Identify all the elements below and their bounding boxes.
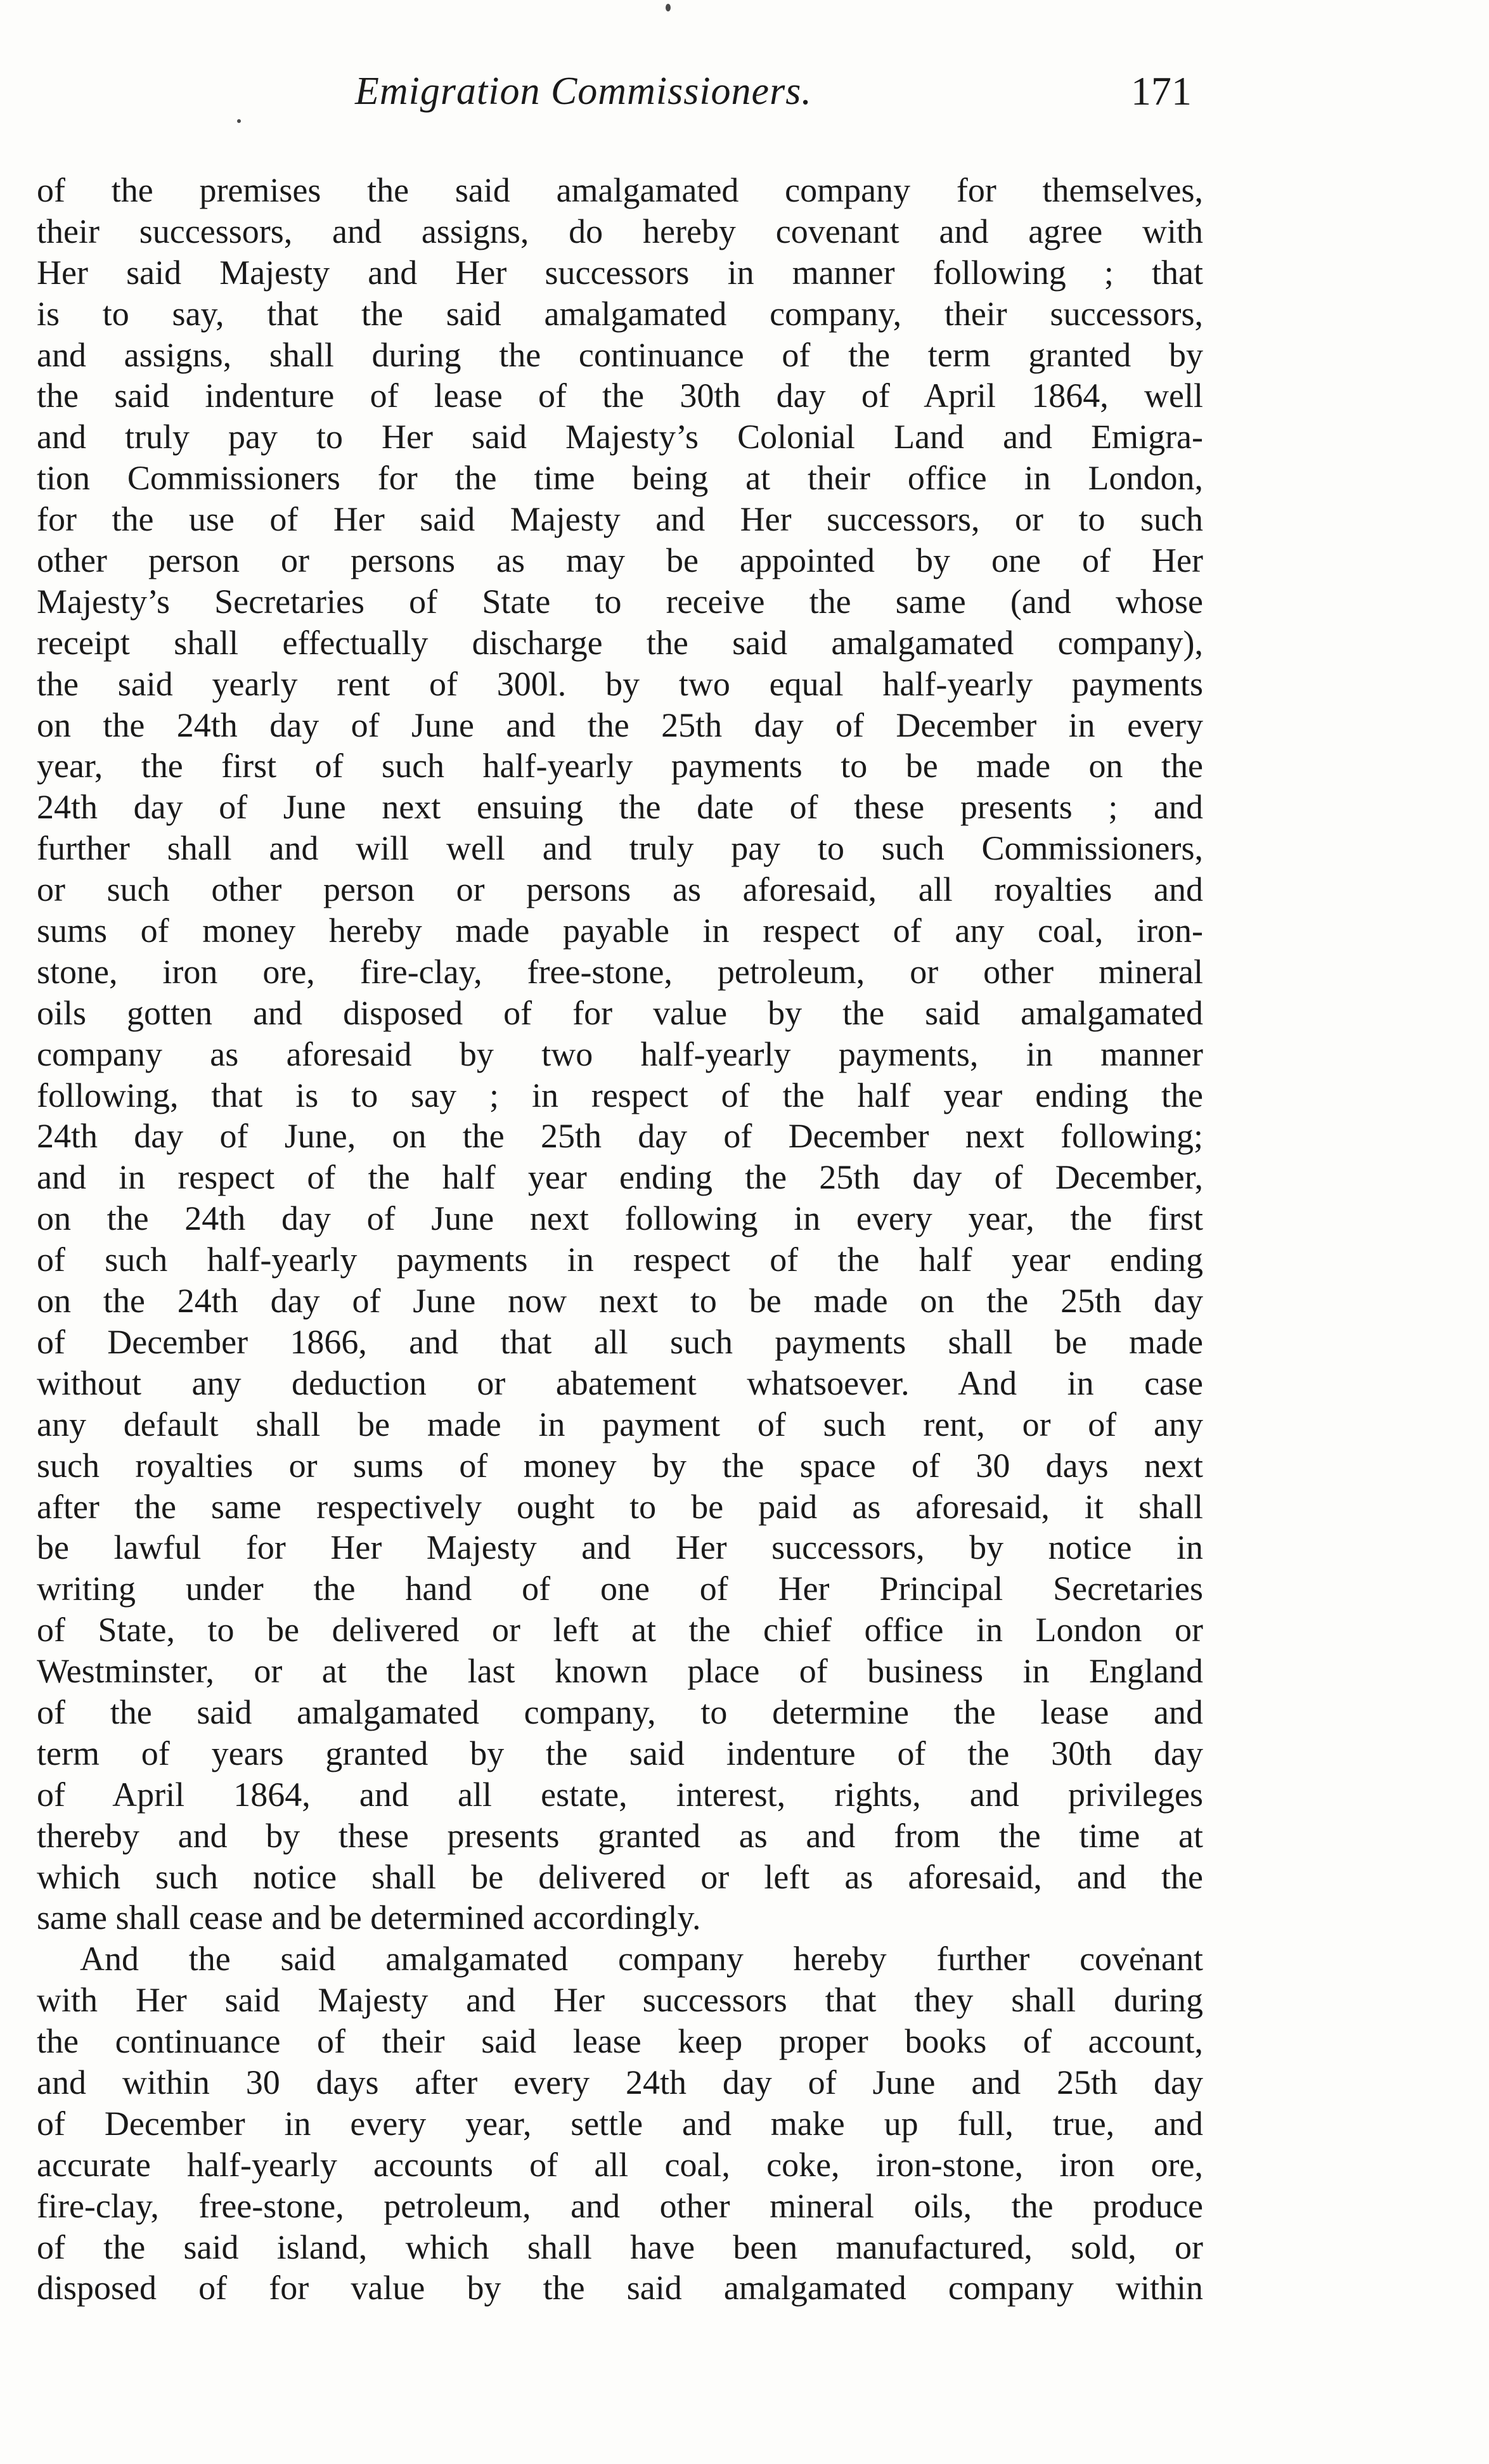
text-line: same shall cease and be determined accordingly. <box>37 1899 701 1937</box>
text-line: of December 1866, and that all such payments shall be made <box>37 1322 1203 1361</box>
paragraph <box>37 1938 1203 2309</box>
text-line: or such other person or persons as aforesaid, all royalties and <box>37 870 1203 909</box>
ink-speck <box>666 4 671 11</box>
text-line: the continuance of their said lease keep proper books of account, <box>37 2022 1203 2061</box>
text-line: oils gotten and disposed of for value by the said amalgamated <box>37 993 1203 1032</box>
text-line: of the said island, which shall have been manufactured, sold, or <box>37 2228 1203 2266</box>
text-line: other person or persons as may be appointed by one of Her <box>37 541 1203 580</box>
text-line: sums of money hereby made payable in respect of any coal, iron- <box>37 912 1203 950</box>
text-line: fire-clay, free-stone, petroleum, and other mineral oils, the produce <box>37 2186 1203 2225</box>
text-line: disposed of for value by the said amalgamated company within <box>37 2269 1203 2307</box>
text-line: of December in every year, settle and make up full, true, and <box>37 2104 1203 2143</box>
text-line: and truly pay to Her said Majesty’s Colonial Land and Emigra- <box>37 418 1203 456</box>
text-line: and in respect of the half year ending the 25th day of December, <box>37 1158 1203 1197</box>
text-line: thereby and by these presents granted as and from the time at <box>37 1816 1203 1855</box>
text-line: receipt shall effectually discharge the said amalgamated company), <box>37 623 1203 662</box>
text-line: on the 24th day of June and the 25th day of December in every <box>37 706 1203 744</box>
text-line: after the same respectively ought to be paid as aforesaid, it shall <box>37 1487 1203 1526</box>
text-line: Majesty’s Secretaries of State to receive the same (and whose <box>37 582 1203 621</box>
text-line: be lawful for Her Majesty and Her successors, by notice in <box>37 1528 1203 1567</box>
running-title: Emigration Commissioners. <box>355 70 812 113</box>
text-line: which such notice shall be delivered or left as aforesaid, and the <box>37 1857 1203 1896</box>
text-line: year, the first of such half-yearly payments to be made on the <box>37 747 1203 785</box>
text-line: of the said amalgamated company, to determine the lease and <box>37 1693 1203 1731</box>
text-line: their successors, and assigns, do hereby covenant and agree with <box>37 212 1203 250</box>
text-line: and assigns, shall during the continuance of the term granted by <box>37 335 1203 374</box>
text-line: And the said amalgamated company hereby further covenant <box>80 1940 1203 1978</box>
running-head <box>355 66 1192 123</box>
text-line: stone, iron ore, fire-clay, free-stone, petroleum, or other mineral <box>37 952 1203 991</box>
text-line: and within 30 days after every 24th day of June and 25th day <box>37 2063 1203 2101</box>
text-line: on the 24th day of June next following in every year, the first <box>37 1199 1203 1238</box>
text-line: further shall and will well and truly pay to such Commissioners, <box>37 829 1203 868</box>
text-line: accurate half-yearly accounts of all coal, coke, iron-stone, iron ore, <box>37 2145 1203 2184</box>
text-line: without any deduction or abatement whatsoever. And in case <box>37 1364 1203 1402</box>
text-line: of April 1864, and all estate, interest, rights, and privileges <box>37 1775 1203 1814</box>
paragraph <box>37 170 1203 1938</box>
text-line: the said indenture of lease of the 30th day of April 1864, well <box>37 377 1203 415</box>
text-line: term of years granted by the said indenture of the 30th day <box>37 1734 1203 1772</box>
text-line: Her said Majesty and Her successors in manner following ; that <box>37 253 1203 292</box>
text-line: any default shall be made in payment of such rent, or of any <box>37 1405 1203 1443</box>
text-line: for the use of Her said Majesty and Her successors, or to such <box>37 500 1203 539</box>
text-line: following, that is to say ; in respect of the half year ending the <box>37 1076 1203 1114</box>
text-line: company as aforesaid by two half-yearly payments, in manner <box>37 1035 1203 1073</box>
text-line: writing under the hand of one of Her Principal Secretaries <box>37 1570 1203 1608</box>
ink-speck <box>237 119 241 123</box>
text-line: 24th day of June, on the 25th day of December next following; <box>37 1117 1203 1156</box>
text-line: is to say, that the said amalgamated company, their successors, <box>37 294 1203 333</box>
page-number: 171 <box>1131 68 1192 113</box>
text-line: Westminster, or at the last known place of business in England <box>37 1652 1203 1691</box>
body-text <box>37 170 1203 2309</box>
text-line: with Her said Majesty and Her successors that they shall during <box>37 1981 1203 2020</box>
text-line: of the premises the said amalgamated company for themselves, <box>37 171 1203 209</box>
text-line: such royalties or sums of money by the space of 30 days next <box>37 1446 1203 1485</box>
text-line: the said yearly rent of 300l. by two equal half-yearly payments <box>37 664 1203 703</box>
text-line: on the 24th day of June now next to be made on the 25th day <box>37 1282 1203 1320</box>
text-line: of State, to be delivered or left at the chief office in London or <box>37 1611 1203 1649</box>
text-line: of such half-yearly payments in respect of the half year ending <box>37 1241 1203 1279</box>
text-line: tion Commissioners for the time being at their office in London, <box>37 459 1203 498</box>
text-line: 24th day of June next ensuing the date of these presents ; and <box>37 788 1203 827</box>
